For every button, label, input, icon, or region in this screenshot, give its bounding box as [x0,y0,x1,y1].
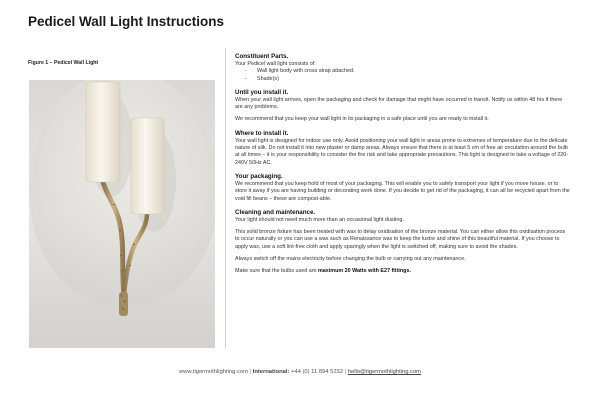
list-item: - Shade(s) [235,76,570,83]
bulb-requirement [235,268,570,275]
paragraph: We recommend that you keep your wall light in its packaging in a safe place until you are ready to install it. [235,116,489,123]
heading-constituent-parts: Constituent Parts. [235,53,289,60]
heading-where-install: Where to install it. [235,129,289,137]
paragraph: Your light should not need much more than an occasional light dusting. [235,216,404,223]
figure-caption: Figure 1 – Pedicel Wall Light [28,60,99,66]
footer-international-label: International: [252,369,290,375]
paragraph: This solid bronze fixture has been treated with wax to delay oxidisation of the bronze material. You can either allow this oxidisation process to occur naturally or you can use a wax such as Renaissance wax to keep the lustre and shine of this beautiful material. If you choose to apply wax, use a soft lint-free cloth and apply sparingly when the light is switched off, making sure to avoid the shades. [235,229,566,250]
paragraph: Your wall light is designed for indoor use only. Avoid positioning your wall light in areas prone to extremes of temperature due to the delicate nature of silk. Do not install it into new plaster or damp areas. Always ensure that there is at least 5 cm of free air circulation around the bulb at all times – it is your responsibility to consider the fire risk and take appropriate precautions. This light is designed to take a voltage of 220-240V 50Hz AC. [235,137,569,166]
paragraph: We recommend that you keep hold of most of your packaging. This will enable you to safely transport your light if you move house, or to store it away if you are having building or decorating work done. If you decide to get rid of the packaging, it can all be recycled apart from the void fill beans – these are compost-able. [235,180,570,202]
section-constituent-parts [235,53,570,83]
parts-list [235,68,570,83]
footer-phone: +44 (0) 11 894 5232 [291,369,343,375]
footer-email-link[interactable]: hello@tigermothlighting.com [347,369,421,375]
page-footer [0,369,600,375]
footer-website-link[interactable]: www.tigermothlighting.com [178,369,248,375]
constituent-intro: Your Pedicel wall light consists of: [235,61,316,67]
bulb-requirement-prefix: Make sure that the bulbs used are [235,268,319,275]
list-item: - Wall light body with cross strap attached. [235,68,570,75]
bulb-requirement-bold: maximum 20 Watts with E27 fittings. [318,268,411,275]
wall-light-photo [29,80,215,348]
paragraph: When your wall light arrives, open the packaging and check for damage that might have occurred in transit. Notify us within 48 hrs if there are any problems. [235,96,563,111]
section-cleaning [235,209,570,276]
footer-separator: | [249,369,252,375]
instructions-column [235,53,570,282]
heading-packaging: Your packaging. [235,172,283,180]
heading-cleaning: Cleaning and maintenance. [235,208,316,216]
footer-separator: | [344,369,347,375]
paragraph: Always switch off the mains electricity before changing the bulb or carrying out any maintenance. [235,256,466,263]
section-where-install [235,130,570,167]
page-title: Pedicel Wall Light Instructions [28,14,225,29]
section-until-install [235,89,570,124]
column-divider [225,48,226,348]
section-packaging [235,173,570,203]
heading-until-install: Until you install it. [235,88,289,96]
